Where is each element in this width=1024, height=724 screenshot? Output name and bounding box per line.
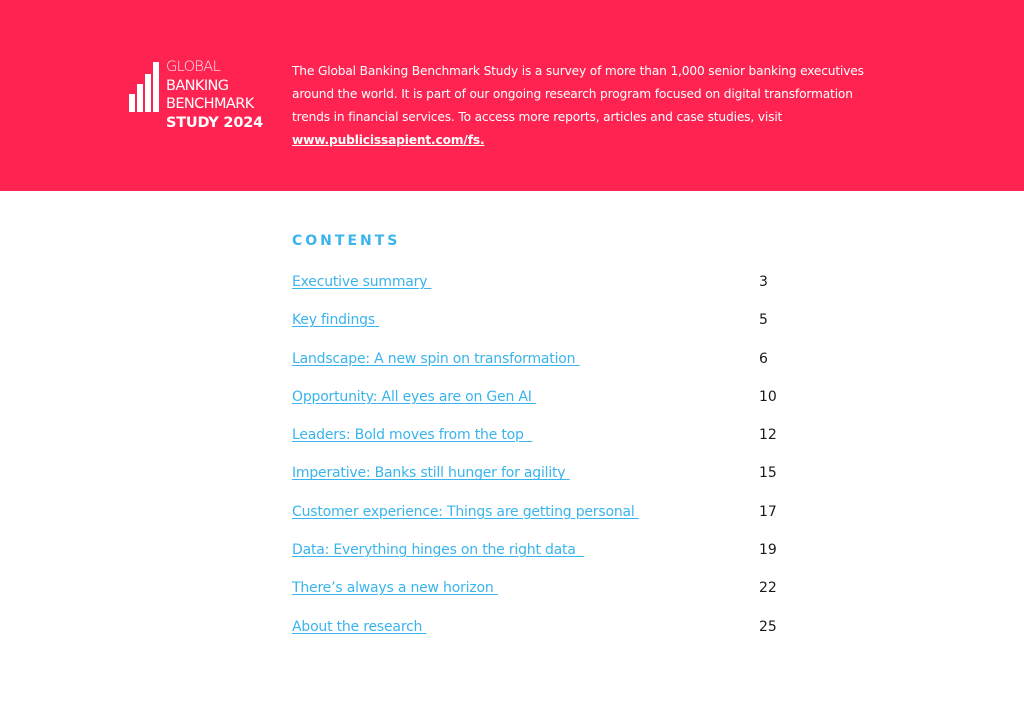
toc-page-number: 17 — [759, 503, 777, 520]
toc-link-data[interactable]: Data: Everything hinges on the right data — [292, 542, 585, 559]
study-logo — [129, 58, 274, 136]
logo-wordmark — [166, 58, 263, 132]
toc-row — [292, 351, 792, 389]
toc-link-landscape[interactable]: Landscape: A new spin on transformation — [292, 350, 580, 367]
toc-page-number: 10 — [759, 388, 777, 405]
toc-page-number: 15 — [759, 465, 777, 482]
toc-row — [292, 504, 792, 542]
website-link[interactable]: www.publicissapient.com/fs. — [292, 133, 485, 147]
logo-line-benchmark: BENCHMARK — [166, 96, 254, 112]
toc-row — [292, 542, 792, 580]
toc-page-number: 5 — [759, 312, 768, 329]
toc-row — [292, 580, 792, 618]
toc-row — [292, 619, 792, 657]
bar-chart-icon — [129, 60, 161, 112]
logo-line-banking: BANKING — [166, 77, 229, 94]
toc-link-new-horizon[interactable]: There’s always a new horizon — [292, 580, 498, 597]
toc-link-leaders[interactable]: Leaders: Bold moves from the top — [292, 427, 533, 444]
toc-page-number: 25 — [759, 618, 777, 635]
intro-paragraph — [292, 60, 877, 152]
intro-text: The Global Banking Benchmark Study is a survey of more than 1,000 senior banking executives around the world. It is part of our ongoing research program focused on digital transformation trends in financial services. To access more reports, articles and case studies, visit — [292, 64, 864, 124]
toc-link-about-research[interactable]: About the research — [292, 618, 427, 635]
toc-page-number: 19 — [759, 542, 777, 559]
toc-row — [292, 274, 792, 312]
toc-row — [292, 389, 792, 427]
toc-page-number: 22 — [759, 580, 777, 597]
toc-link-imperative[interactable]: Imperative: Banks still hunger for agility — [292, 465, 570, 482]
logo-line-global: GLOBAL — [166, 59, 221, 75]
toc-link-customer-experience[interactable]: Customer experience: Things are getting personal — [292, 503, 639, 520]
logo-line-study-year: STUDY 2024 — [166, 114, 263, 131]
toc-page-number: 6 — [759, 350, 768, 367]
toc-page-number: 12 — [759, 427, 777, 444]
toc-row — [292, 427, 792, 465]
toc-link-executive-summary[interactable]: Executive summary — [292, 274, 432, 290]
toc-row — [292, 312, 792, 350]
toc-link-opportunity[interactable]: Opportunity: All eyes are on Gen AI — [292, 388, 536, 405]
toc-page-number: 3 — [759, 274, 768, 290]
toc-row — [292, 465, 792, 503]
toc-link-key-findings[interactable]: Key findings — [292, 312, 380, 329]
table-of-contents — [292, 274, 792, 657]
contents-heading: CONTENTS — [292, 233, 401, 249]
header-banner — [0, 0, 1024, 191]
